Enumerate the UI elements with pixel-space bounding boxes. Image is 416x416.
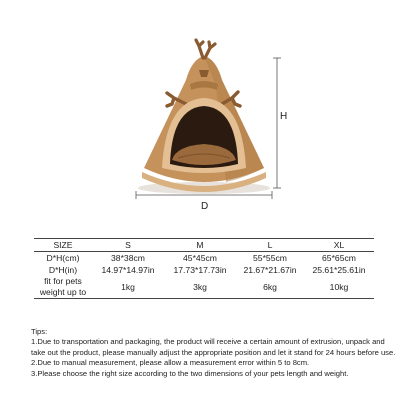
height-label: H — [280, 111, 288, 122]
table-row — [34, 276, 374, 299]
depth-label: D — [201, 201, 209, 212]
table-cell: 25.61*25.61in — [312, 264, 366, 275]
table-header-row — [34, 239, 374, 252]
tips-line: 1.Due to transportation and packaging, the product will receive a certain amount of extrusion, unpack and — [31, 337, 385, 347]
row-label: D*H(cm) — [46, 252, 80, 263]
tips-section — [31, 327, 416, 379]
tips-line: take out the product, please manually adjust the appropriate position and let it stand for 24 hours before use. — [31, 347, 396, 357]
tips-line: 2.Due to manual measurement, please allow a measurement error within 5 to 8cm. — [31, 358, 310, 368]
row-label: D*H(in) — [48, 264, 78, 275]
table-cell: 3kg — [164, 276, 236, 299]
table-cell: 14.97*14.97in — [101, 264, 155, 275]
table-cell: 10kg — [304, 276, 374, 299]
header-cell: M — [164, 239, 236, 252]
header-cell: L — [236, 239, 304, 252]
tips-line: 3.Please choose the right size according to the two dimensions of your pets length and weight. — [31, 368, 349, 378]
weight-label-line-1: fit for pets — [44, 276, 82, 286]
weight-label-line-2: weight up to — [39, 287, 87, 297]
table-cell: 38*38cm — [111, 252, 145, 263]
table-cell: 1kg — [92, 276, 164, 299]
table-cell: 45*45cm — [183, 252, 217, 263]
header-cell: SIZE — [34, 239, 92, 252]
top-antler-icon — [196, 40, 215, 58]
table-cell: 17.73*17.73in — [173, 264, 227, 275]
tips-title: Tips: — [31, 327, 48, 336]
header-cell: S — [92, 239, 164, 252]
table-cell: 21.67*21.67in — [243, 264, 297, 275]
row-label — [34, 276, 92, 299]
table-row — [34, 252, 374, 265]
table-cell: 55*55cm — [253, 252, 287, 263]
table-cell: 65*65cm — [322, 252, 356, 263]
size-table — [34, 238, 374, 299]
header-cell: XL — [304, 239, 374, 252]
table-cell: 6kg — [236, 276, 304, 299]
table-row — [34, 264, 374, 276]
